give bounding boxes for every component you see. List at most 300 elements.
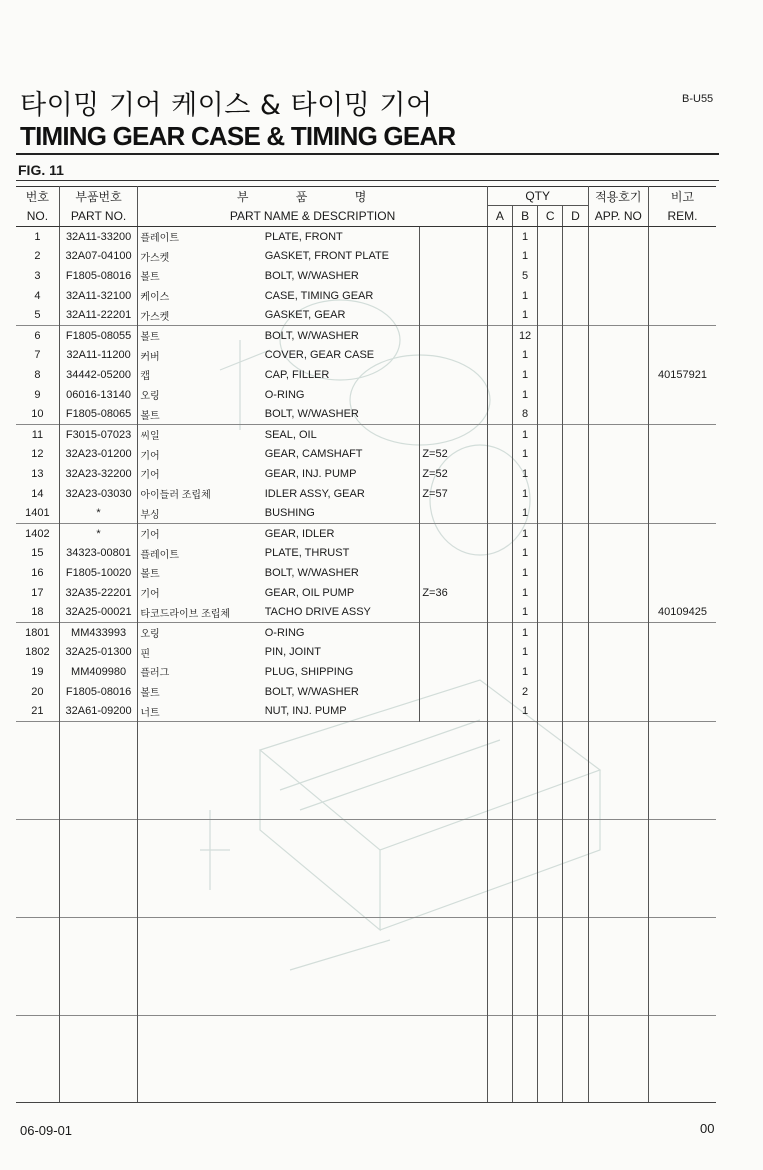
item-number: 20 bbox=[16, 682, 59, 702]
table-empty-area bbox=[16, 721, 716, 1102]
part-number: 32A23-03030 bbox=[59, 484, 138, 504]
qty-b: 1 bbox=[512, 662, 537, 682]
table-row bbox=[16, 543, 716, 563]
qty-a bbox=[487, 405, 512, 425]
part-name-korean: 플레이트 bbox=[140, 233, 179, 245]
remark bbox=[648, 306, 716, 326]
qty-a bbox=[487, 286, 512, 306]
col-app-kr: 적용호기 bbox=[588, 187, 648, 206]
item-number: 5 bbox=[16, 306, 59, 326]
item-number: 1402 bbox=[16, 523, 59, 543]
part-number: F1805-08016 bbox=[59, 266, 138, 286]
part-number: 32A07-04100 bbox=[59, 246, 138, 266]
page-reference: B-U55 bbox=[682, 93, 714, 105]
footer-page-number: 00 bbox=[700, 1121, 715, 1136]
part-number: * bbox=[59, 523, 138, 543]
table-row bbox=[16, 662, 716, 682]
qty-a bbox=[487, 702, 512, 722]
qty-c bbox=[538, 246, 563, 266]
app-no bbox=[588, 444, 648, 464]
col-qty-d: D bbox=[563, 206, 588, 227]
qty-b: 1 bbox=[512, 227, 537, 247]
qty-a bbox=[487, 563, 512, 583]
table-row bbox=[16, 365, 716, 385]
table-row bbox=[16, 286, 716, 306]
col-name-kr: 부 품 명 bbox=[138, 187, 487, 206]
table-row bbox=[16, 227, 716, 247]
remark bbox=[648, 266, 716, 286]
col-rem: REM. bbox=[648, 206, 716, 227]
part-name-korean: 기어 bbox=[140, 470, 160, 482]
qty-b: 1 bbox=[512, 583, 537, 603]
qty-b: 2 bbox=[512, 682, 537, 702]
part-spec bbox=[420, 642, 487, 662]
app-no bbox=[588, 603, 648, 623]
qty-a bbox=[487, 385, 512, 405]
part-name: PLATE, THRUST bbox=[265, 543, 420, 563]
qty-a bbox=[487, 325, 512, 345]
figure-divider bbox=[16, 180, 719, 181]
item-number: 9 bbox=[16, 385, 59, 405]
qty-c bbox=[538, 325, 563, 345]
qty-b: 1 bbox=[512, 464, 537, 484]
item-number: 14 bbox=[16, 484, 59, 504]
part-spec bbox=[420, 286, 487, 306]
part-name-korean: 타코드라이브 조립체 bbox=[140, 608, 231, 620]
qty-d bbox=[563, 622, 588, 642]
col-name: PART NAME & DESCRIPTION bbox=[138, 206, 487, 227]
part-spec bbox=[420, 622, 487, 642]
remark bbox=[648, 702, 716, 722]
qty-a bbox=[487, 622, 512, 642]
part-number: 32A25-00021 bbox=[59, 603, 138, 623]
item-number: 18 bbox=[16, 603, 59, 623]
qty-b: 1 bbox=[512, 286, 537, 306]
part-number: 32A11-33200 bbox=[59, 227, 138, 247]
qty-c bbox=[538, 484, 563, 504]
remark bbox=[648, 583, 716, 603]
part-name: SEAL, OIL bbox=[265, 424, 420, 444]
app-no bbox=[588, 424, 648, 444]
remark bbox=[648, 345, 716, 365]
part-name-korean: 커버 bbox=[140, 351, 160, 363]
part-name-korean: 아이들러 조립체 bbox=[140, 490, 211, 502]
item-number: 19 bbox=[16, 662, 59, 682]
qty-a bbox=[487, 444, 512, 464]
qty-c bbox=[538, 424, 563, 444]
part-name-korean: 캡 bbox=[140, 371, 151, 383]
footer-date: 06-09-01 bbox=[20, 1123, 73, 1138]
item-number: 1802 bbox=[16, 642, 59, 662]
app-no bbox=[588, 543, 648, 563]
app-no bbox=[588, 365, 648, 385]
table-row bbox=[16, 306, 716, 326]
part-number: 32A11-22201 bbox=[59, 306, 138, 326]
qty-c bbox=[538, 385, 563, 405]
part-name: IDLER ASSY, GEAR bbox=[265, 484, 420, 504]
app-no bbox=[588, 306, 648, 326]
part-name: GASKET, FRONT PLATE bbox=[265, 246, 420, 266]
item-number: 15 bbox=[16, 543, 59, 563]
qty-c bbox=[538, 345, 563, 365]
part-spec bbox=[420, 424, 487, 444]
part-number: 32A35-22201 bbox=[59, 583, 138, 603]
qty-c bbox=[538, 622, 563, 642]
part-name: BOLT, W/WASHER bbox=[265, 325, 420, 345]
qty-b: 1 bbox=[512, 523, 537, 543]
empty-row bbox=[16, 721, 716, 819]
qty-c bbox=[538, 266, 563, 286]
item-number: 3 bbox=[16, 266, 59, 286]
qty-d bbox=[563, 484, 588, 504]
qty-a bbox=[487, 464, 512, 484]
remark bbox=[648, 464, 716, 484]
part-name-korean: 플레이트 bbox=[140, 549, 179, 561]
table-row bbox=[16, 583, 716, 603]
col-rem-kr: 비고 bbox=[648, 187, 716, 206]
remark bbox=[648, 504, 716, 524]
part-name-korean: 볼트 bbox=[140, 272, 160, 284]
remark: 40109425 bbox=[658, 606, 707, 619]
part-spec bbox=[420, 246, 487, 266]
app-no bbox=[588, 246, 648, 266]
qty-b: 1 bbox=[512, 702, 537, 722]
part-spec: Z=52 bbox=[420, 464, 487, 484]
part-name: O-RING bbox=[265, 385, 420, 405]
qty-d bbox=[563, 603, 588, 623]
qty-c bbox=[538, 583, 563, 603]
part-name-korean: 볼트 bbox=[140, 688, 160, 700]
table-row bbox=[16, 484, 716, 504]
part-name: NUT, INJ. PUMP bbox=[265, 702, 420, 722]
part-spec bbox=[420, 682, 487, 702]
qty-a bbox=[487, 424, 512, 444]
qty-d bbox=[563, 246, 588, 266]
remark bbox=[648, 642, 716, 662]
remark bbox=[648, 227, 716, 247]
table-row bbox=[16, 325, 716, 345]
part-spec bbox=[420, 385, 487, 405]
part-name-korean: 가스켓 bbox=[140, 311, 170, 323]
part-name-korean: 너트 bbox=[140, 707, 160, 719]
qty-d bbox=[563, 504, 588, 524]
remark bbox=[648, 325, 716, 345]
part-name: PLATE, FRONT bbox=[265, 227, 420, 247]
qty-c bbox=[538, 662, 563, 682]
qty-d bbox=[563, 365, 588, 385]
part-name: GEAR, INJ. PUMP bbox=[265, 464, 420, 484]
col-qty: QTY bbox=[487, 187, 588, 206]
col-no: NO. bbox=[16, 206, 59, 227]
part-name-korean: 핀 bbox=[140, 648, 151, 660]
col-part-kr: 부품번호 bbox=[59, 187, 138, 206]
part-number: 32A23-01200 bbox=[59, 444, 138, 464]
remark bbox=[648, 405, 716, 425]
table-row bbox=[16, 504, 716, 524]
qty-b: 1 bbox=[512, 345, 537, 365]
remark bbox=[648, 424, 716, 444]
table-row bbox=[16, 246, 716, 266]
qty-a bbox=[487, 603, 512, 623]
table-row bbox=[16, 642, 716, 662]
part-number: * bbox=[59, 504, 138, 524]
table-row bbox=[16, 266, 716, 286]
app-no bbox=[588, 682, 648, 702]
remark: 40157921 bbox=[658, 368, 707, 381]
app-no bbox=[588, 702, 648, 722]
qty-a bbox=[487, 227, 512, 247]
part-number: 32A61-09200 bbox=[59, 702, 138, 722]
part-number: F3015-07023 bbox=[59, 424, 138, 444]
part-number: 34323-00801 bbox=[59, 543, 138, 563]
qty-d bbox=[563, 405, 588, 425]
table-row bbox=[16, 523, 716, 543]
qty-c bbox=[538, 306, 563, 326]
table-row bbox=[16, 385, 716, 405]
table-row bbox=[16, 464, 716, 484]
part-spec bbox=[420, 227, 487, 247]
item-number: 1401 bbox=[16, 504, 59, 524]
remark bbox=[648, 286, 716, 306]
item-number: 17 bbox=[16, 583, 59, 603]
qty-b: 1 bbox=[512, 306, 537, 326]
item-number: 13 bbox=[16, 464, 59, 484]
part-number: 32A11-32100 bbox=[59, 286, 138, 306]
table-row bbox=[16, 424, 716, 444]
part-name: BOLT, W/WASHER bbox=[265, 266, 420, 286]
qty-d bbox=[563, 523, 588, 543]
qty-d bbox=[563, 543, 588, 563]
part-spec: Z=52 bbox=[420, 444, 487, 464]
remark bbox=[648, 523, 716, 543]
part-number: F1805-10020 bbox=[59, 563, 138, 583]
col-qty-c: C bbox=[538, 206, 563, 227]
part-name: BOLT, W/WASHER bbox=[265, 682, 420, 702]
item-number: 2 bbox=[16, 246, 59, 266]
qty-d bbox=[563, 464, 588, 484]
qty-b: 1 bbox=[512, 622, 537, 642]
qty-a bbox=[487, 266, 512, 286]
qty-d bbox=[563, 642, 588, 662]
part-spec: Z=57 bbox=[420, 484, 487, 504]
qty-c bbox=[538, 286, 563, 306]
part-name: CAP, FILLER bbox=[265, 365, 420, 385]
app-no bbox=[588, 622, 648, 642]
app-no bbox=[588, 266, 648, 286]
app-no bbox=[588, 523, 648, 543]
empty-row bbox=[16, 1015, 716, 1102]
qty-a bbox=[487, 682, 512, 702]
part-name-korean: 기어 bbox=[140, 450, 160, 462]
remark bbox=[648, 444, 716, 464]
item-number: 1801 bbox=[16, 622, 59, 642]
part-name-korean: 부싱 bbox=[140, 509, 160, 521]
qty-c bbox=[538, 563, 563, 583]
qty-d bbox=[563, 227, 588, 247]
table-body bbox=[16, 227, 716, 722]
qty-b: 5 bbox=[512, 266, 537, 286]
part-spec bbox=[420, 523, 487, 543]
qty-d bbox=[563, 444, 588, 464]
part-spec bbox=[420, 325, 487, 345]
qty-d bbox=[563, 306, 588, 326]
qty-a bbox=[487, 504, 512, 524]
qty-b: 1 bbox=[512, 365, 537, 385]
part-number: F1805-08055 bbox=[59, 325, 138, 345]
item-number: 7 bbox=[16, 345, 59, 365]
qty-a bbox=[487, 365, 512, 385]
qty-d bbox=[563, 385, 588, 405]
col-qty-a: A bbox=[487, 206, 512, 227]
qty-d bbox=[563, 563, 588, 583]
qty-a bbox=[487, 484, 512, 504]
part-spec bbox=[420, 504, 487, 524]
remark bbox=[648, 563, 716, 583]
empty-row bbox=[16, 917, 716, 1015]
qty-c bbox=[538, 444, 563, 464]
qty-c bbox=[538, 523, 563, 543]
qty-b: 1 bbox=[512, 424, 537, 444]
part-name: PIN, JOINT bbox=[265, 642, 420, 662]
qty-a bbox=[487, 583, 512, 603]
remark bbox=[648, 385, 716, 405]
qty-b: 8 bbox=[512, 405, 537, 425]
col-app: APP. NO bbox=[588, 206, 648, 227]
part-name-korean: 볼트 bbox=[140, 410, 160, 422]
part-number: 32A25-01300 bbox=[59, 642, 138, 662]
table-row bbox=[16, 444, 716, 464]
qty-b: 12 bbox=[512, 325, 537, 345]
qty-c bbox=[538, 682, 563, 702]
part-name: O-RING bbox=[265, 622, 420, 642]
app-no bbox=[588, 345, 648, 365]
qty-c bbox=[538, 603, 563, 623]
part-name: BOLT, W/WASHER bbox=[265, 563, 420, 583]
part-spec bbox=[420, 345, 487, 365]
qty-b: 1 bbox=[512, 642, 537, 662]
app-no bbox=[588, 504, 648, 524]
qty-d bbox=[563, 345, 588, 365]
part-number: 06016-13140 bbox=[59, 385, 138, 405]
parts-table bbox=[16, 186, 716, 1102]
qty-b: 1 bbox=[512, 246, 537, 266]
app-no bbox=[588, 325, 648, 345]
qty-c bbox=[538, 464, 563, 484]
app-no bbox=[588, 583, 648, 603]
table-row bbox=[16, 603, 716, 623]
app-no bbox=[588, 405, 648, 425]
part-number: F1805-08065 bbox=[59, 405, 138, 425]
remark bbox=[648, 682, 716, 702]
part-number: 32A11-11200 bbox=[59, 345, 138, 365]
qty-c bbox=[538, 642, 563, 662]
qty-b: 1 bbox=[512, 484, 537, 504]
part-spec bbox=[420, 543, 487, 563]
part-name: GEAR, OIL PUMP bbox=[265, 583, 420, 603]
part-name: GEAR, CAMSHAFT bbox=[265, 444, 420, 464]
app-no bbox=[588, 385, 648, 405]
part-spec bbox=[420, 702, 487, 722]
qty-a bbox=[487, 523, 512, 543]
part-name: BUSHING bbox=[265, 504, 420, 524]
title-divider bbox=[16, 153, 719, 155]
page-title: TIMING GEAR CASE & TIMING GEAR bbox=[20, 121, 456, 151]
table-header bbox=[16, 187, 716, 227]
part-name: BOLT, W/WASHER bbox=[265, 405, 420, 425]
part-name: PLUG, SHIPPING bbox=[265, 662, 420, 682]
app-no bbox=[588, 563, 648, 583]
qty-c bbox=[538, 504, 563, 524]
remark bbox=[648, 246, 716, 266]
qty-a bbox=[487, 345, 512, 365]
part-name-korean: 오링 bbox=[140, 391, 160, 403]
app-no bbox=[588, 286, 648, 306]
qty-b: 1 bbox=[512, 563, 537, 583]
qty-d bbox=[563, 266, 588, 286]
part-name-korean: 케이스 bbox=[140, 292, 170, 304]
item-number: 4 bbox=[16, 286, 59, 306]
qty-b: 1 bbox=[512, 504, 537, 524]
table-row bbox=[16, 682, 716, 702]
qty-c bbox=[538, 227, 563, 247]
item-number: 16 bbox=[16, 563, 59, 583]
table-row bbox=[16, 563, 716, 583]
item-number: 1 bbox=[16, 227, 59, 247]
part-spec bbox=[420, 306, 487, 326]
app-no bbox=[588, 464, 648, 484]
col-no-kr: 번호 bbox=[16, 187, 59, 206]
qty-d bbox=[563, 286, 588, 306]
part-spec bbox=[420, 603, 487, 623]
item-number: 8 bbox=[16, 365, 59, 385]
qty-a bbox=[487, 306, 512, 326]
qty-c bbox=[538, 702, 563, 722]
qty-a bbox=[487, 662, 512, 682]
qty-c bbox=[538, 405, 563, 425]
table-row bbox=[16, 702, 716, 722]
qty-d bbox=[563, 662, 588, 682]
part-spec bbox=[420, 365, 487, 385]
part-spec: Z=36 bbox=[420, 583, 487, 603]
app-no bbox=[588, 227, 648, 247]
part-name: CASE, TIMING GEAR bbox=[265, 286, 420, 306]
qty-b: 1 bbox=[512, 543, 537, 563]
app-no bbox=[588, 642, 648, 662]
app-no bbox=[588, 484, 648, 504]
part-name: TACHO DRIVE ASSY bbox=[265, 603, 420, 623]
item-number: 10 bbox=[16, 405, 59, 425]
table-row bbox=[16, 345, 716, 365]
remark bbox=[648, 622, 716, 642]
qty-c bbox=[538, 365, 563, 385]
empty-row bbox=[16, 819, 716, 917]
remark bbox=[648, 543, 716, 563]
qty-d bbox=[563, 583, 588, 603]
item-number: 11 bbox=[16, 424, 59, 444]
item-number: 6 bbox=[16, 325, 59, 345]
figure-label: FIG. 11 bbox=[18, 162, 64, 178]
qty-a bbox=[487, 246, 512, 266]
part-name: GEAR, IDLER bbox=[265, 523, 420, 543]
item-number: 21 bbox=[16, 702, 59, 722]
qty-d bbox=[563, 325, 588, 345]
qty-b: 1 bbox=[512, 603, 537, 623]
part-spec bbox=[420, 405, 487, 425]
part-name-korean: 씨일 bbox=[138, 424, 265, 444]
qty-b: 1 bbox=[512, 444, 537, 464]
part-number: MM409980 bbox=[59, 662, 138, 682]
page-title-korean: 타이밍 기어 케이스 & 타이밍 기어 bbox=[20, 90, 433, 121]
